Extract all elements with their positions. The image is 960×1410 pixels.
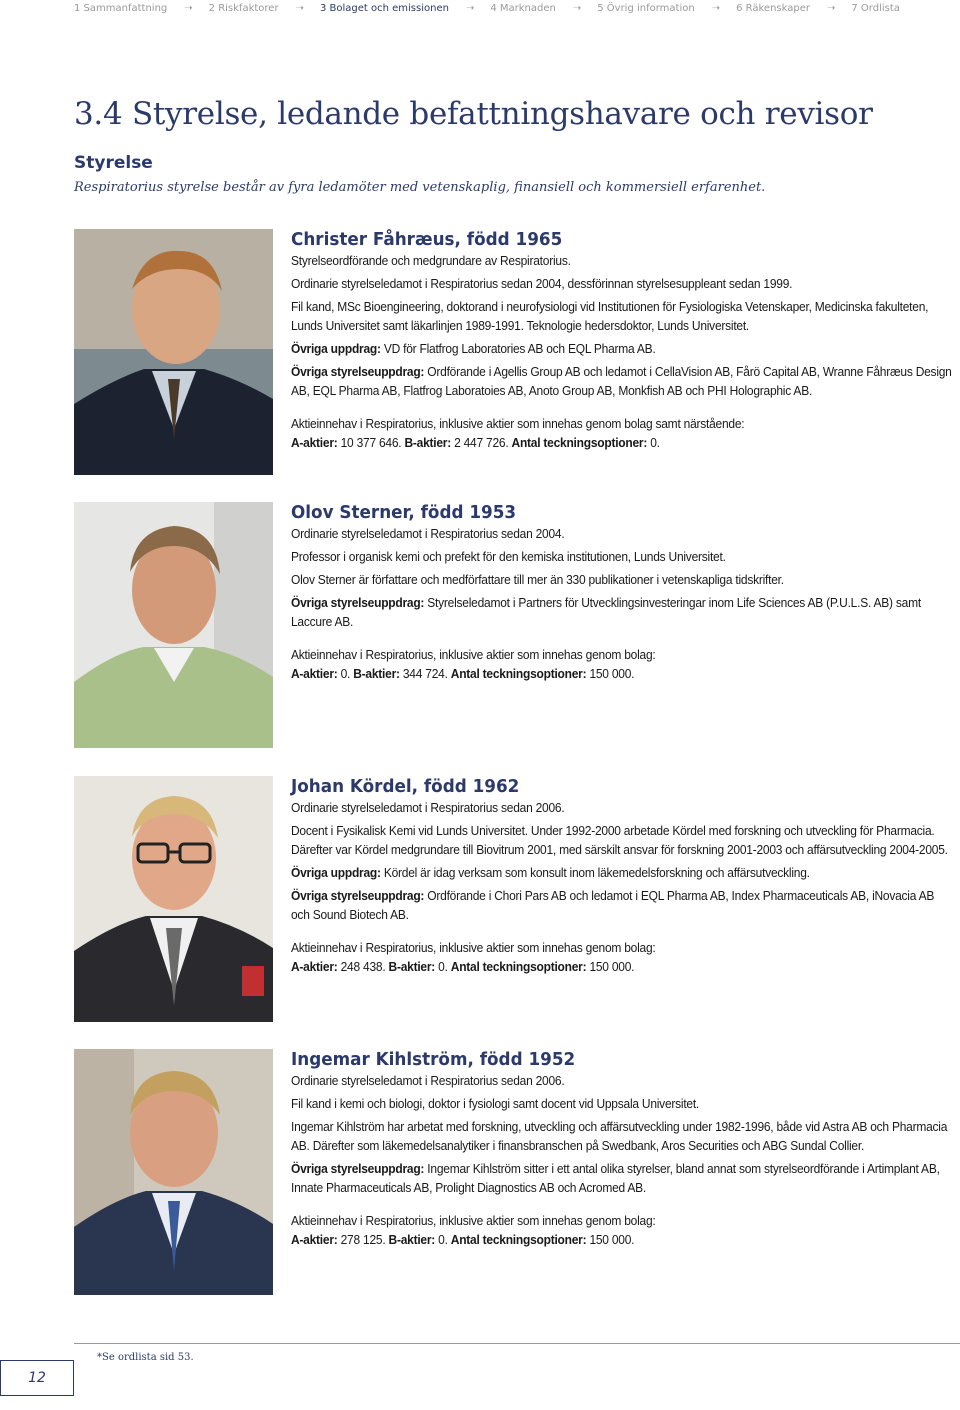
footer-divider xyxy=(74,1343,960,1344)
portrait-illustration xyxy=(74,502,273,748)
options-label: Antal teckningsoptioner: xyxy=(450,667,587,681)
board-assignments-label: Övriga styrelseuppdrag: xyxy=(291,365,425,379)
member-name: Olov Sterner, född 1953 xyxy=(291,503,517,523)
member-board-assignments xyxy=(291,1160,953,1198)
nav-item-rakenskaper[interactable]: 6 Räkenskaper xyxy=(736,2,810,14)
b-shares-value: 0. xyxy=(435,1233,451,1247)
board-assignments-text: Ingemar Kihlström sitter i ett antal olika styrelser, bland annat som styrelseordförande i Artimplant AB, Innate Pharmaceuticals AB, Prolight Diagnostics AB och Acromed AB. xyxy=(291,1162,940,1195)
options-value: 150 000. xyxy=(586,1233,635,1247)
member-info xyxy=(291,502,953,688)
arrow-right-icon: ➝ xyxy=(711,2,721,14)
board-assignments-text: Ordförande i Agellis Group AB och ledamot i CellaVision AB, Fårö Capital AB, Wranne Fåhræus Design AB, EQL Pharma AB, Flatfrog Laboratoies AB, Anoto Group AB, Monkfish AB och PHI Holographic AB. xyxy=(291,365,952,398)
a-shares-value: 278 125. xyxy=(337,1233,389,1247)
nav-item-riskfaktorer[interactable]: 2 Riskfaktorer xyxy=(208,2,279,14)
board-assignments-text: Styrelseledamot i Partners för Utvecklingsinvesteringar inom Life Sciences AB (P.U.L.S. AB) samt Laccure AB. xyxy=(291,596,921,629)
b-shares-label: B-aktier: xyxy=(353,667,400,681)
portrait-photo xyxy=(74,229,273,475)
member-name: Christer Fåhræus, född 1965 xyxy=(291,230,563,250)
member-board-assignments xyxy=(291,594,953,632)
member-name: Ingemar Kihlström, född 1952 xyxy=(291,1050,576,1070)
member-board-assignments xyxy=(291,887,953,925)
member-career: Ingemar Kihlström har arbetat med forskning, utveckling och affärsutveckling under 1982-1996, både vid Astra AB och Pharmacia AB. Därefter som läkemedelsanalytiker i finansbranschen på Swedbank, Aros Securities och ABG Sundal Collier. xyxy=(291,1120,948,1153)
b-shares-value: 2 447 726. xyxy=(451,436,512,450)
arrow-right-icon: ➝ xyxy=(572,2,582,14)
holdings-intro: Aktieinnehav i Respiratorius, inklusive aktier som innehas genom bolag samt närstående: xyxy=(291,417,745,431)
board-assignments-label: Övriga styrelseuppdrag: xyxy=(291,596,425,610)
member-position: Ordinarie styrelseledamot i Respiratorius sedan 2004, dessförinnan styrelsesuppleant sedan 1999. xyxy=(291,277,793,291)
nav-item-marknaden[interactable]: 4 Marknaden xyxy=(490,2,556,14)
holdings-values xyxy=(291,958,953,977)
nav-item-ovrig-information[interactable]: 5 Övrig information xyxy=(597,2,695,14)
member-position: Ordinarie styrelseledamot i Respiratorius sedan 2006. xyxy=(291,801,565,815)
options-label: Antal teckningsoptioner: xyxy=(450,1233,587,1247)
board-assignments-label: Övriga styrelseuppdrag: xyxy=(291,1162,425,1176)
options-value: 150 000. xyxy=(586,960,635,974)
board-assignments-label: Övriga styrelseuppdrag: xyxy=(291,889,425,903)
arrow-right-icon: ➝ xyxy=(826,2,836,14)
portrait-photo xyxy=(74,502,273,748)
page-title: 3.4 Styrelse, ledande befattningshavare och revisor xyxy=(74,96,873,132)
b-shares-value: 0. xyxy=(435,960,451,974)
options-label: Antal teckningsoptioner: xyxy=(450,960,587,974)
a-shares-label: A-aktier: xyxy=(291,436,338,450)
a-shares-value: 0. xyxy=(337,667,354,681)
chapter-navigation xyxy=(0,0,960,16)
portrait-illustration xyxy=(74,229,273,475)
holdings-values xyxy=(291,665,953,684)
member-info xyxy=(291,1049,953,1254)
arrow-right-icon: ➝ xyxy=(295,2,304,14)
b-shares-value: 344 724. xyxy=(399,667,451,681)
nav-item-sammanfattning[interactable]: 1 Sammanfattning xyxy=(74,2,168,14)
a-shares-label: A-aktier: xyxy=(291,960,338,974)
other-assignments-text: VD för Flatfrog Laboratories AB och EQL Pharma AB. xyxy=(380,342,656,356)
b-shares-label: B-aktier: xyxy=(388,960,436,974)
holdings-values xyxy=(291,1231,953,1250)
arrow-right-icon: ➝ xyxy=(465,2,475,14)
nav-item-bolaget[interactable]: 3 Bolaget och emissionen xyxy=(319,2,449,14)
other-assignments-label: Övriga uppdrag: xyxy=(291,342,381,356)
a-shares-value: 248 438. xyxy=(337,960,389,974)
other-assignments-label: Övriga uppdrag: xyxy=(291,866,381,880)
b-shares-label: B-aktier: xyxy=(388,1233,436,1247)
a-shares-label: A-aktier: xyxy=(291,1233,338,1247)
portrait-photo xyxy=(74,776,273,1022)
portrait-illustration xyxy=(74,1049,273,1295)
member-board-assignments xyxy=(291,363,953,401)
portrait-illustration xyxy=(74,776,273,1022)
section-title: Styrelse xyxy=(74,153,153,173)
portrait-photo xyxy=(74,1049,273,1295)
member-name: Johan Kördel, född 1962 xyxy=(291,777,520,797)
member-position: Ordinarie styrelseledamot i Respiratorius sedan 2004. xyxy=(291,527,565,541)
section-intro: Respiratorius styrelse består av fyra ledamöter med vetenskaplig, finansiell och kommersiell erfarenhet. xyxy=(74,180,766,195)
holdings-intro: Aktieinnehav i Respiratorius, inklusive aktier som innehas genom bolag: xyxy=(291,648,656,662)
member-education: Professor i organisk kemi och prefekt för den kemiska institutionen, Lunds Universitet. xyxy=(291,550,726,564)
member-role: Styrelseordförande och medgrundare av Respiratorius. xyxy=(291,254,571,268)
member-publications: Olov Sterner är författare och medförfattare till mer än 330 publikationer i vetenskapliga tidskrifter. xyxy=(291,573,784,587)
options-label: Antal teckningsoptioner: xyxy=(511,436,648,450)
other-assignments-text: Kördel är idag verksam som konsult inom läkemedelsforskning och affärsutveckling. xyxy=(380,866,810,880)
member-education: Fil kand, MSc Bioengineering, doktorand i neurofysiologi vid Institutionen för Fysiologiska Vetenskaper, Medicinska fakulteten, Lunds Universitet samt läkarlinjen 1989-1991. Teknologie hedersdoktor, Lunds Universitet. xyxy=(291,300,929,333)
holdings-intro: Aktieinnehav i Respiratorius, inklusive aktier som innehas genom bolag: xyxy=(291,941,656,955)
holdings-intro: Aktieinnehav i Respiratorius, inklusive aktier som innehas genom bolag: xyxy=(291,1214,656,1228)
member-position: Ordinarie styrelseledamot i Respiratorius sedan 2006. xyxy=(291,1074,565,1088)
a-shares-value: 10 377 646. xyxy=(337,436,405,450)
member-education: Docent i Fysikalisk Kemi vid Lunds Universitet. Under 1992-2000 arbetade Kördel med forskning och utveckling för Pharmacia. Därefter var Kördel medgrundare till Biovitrum 2001, med särskilt ansvar för forskning 2001-2003 och affärsutveckling 2004-2005. xyxy=(291,824,948,857)
holdings-values xyxy=(291,434,953,453)
member-info xyxy=(291,776,953,981)
a-shares-label: A-aktier: xyxy=(291,667,338,681)
options-value: 0. xyxy=(647,436,660,450)
nav-item-ordlista[interactable]: 7 Ordlista xyxy=(851,2,900,14)
page-number-box xyxy=(0,1360,74,1396)
options-value: 150 000. xyxy=(586,667,635,681)
arrow-right-icon: ➝ xyxy=(184,2,193,14)
b-shares-label: B-aktier: xyxy=(404,436,452,450)
member-info xyxy=(291,229,953,457)
page-number: 12 xyxy=(28,1370,46,1386)
board-assignments-text: Ordförande i Chori Pars AB och ledamot i EQL Pharma AB, Index Pharmaceuticals AB, iNovacia AB och Sound Biotech AB. xyxy=(291,889,935,922)
member-other-assignments xyxy=(291,864,953,883)
member-other-assignments xyxy=(291,340,953,359)
member-education: Fil kand i kemi och biologi, doktor i fysiologi samt docent vid Uppsala Universitet. xyxy=(291,1097,700,1111)
footnote: *Se ordlista sid 53. xyxy=(97,1352,194,1363)
